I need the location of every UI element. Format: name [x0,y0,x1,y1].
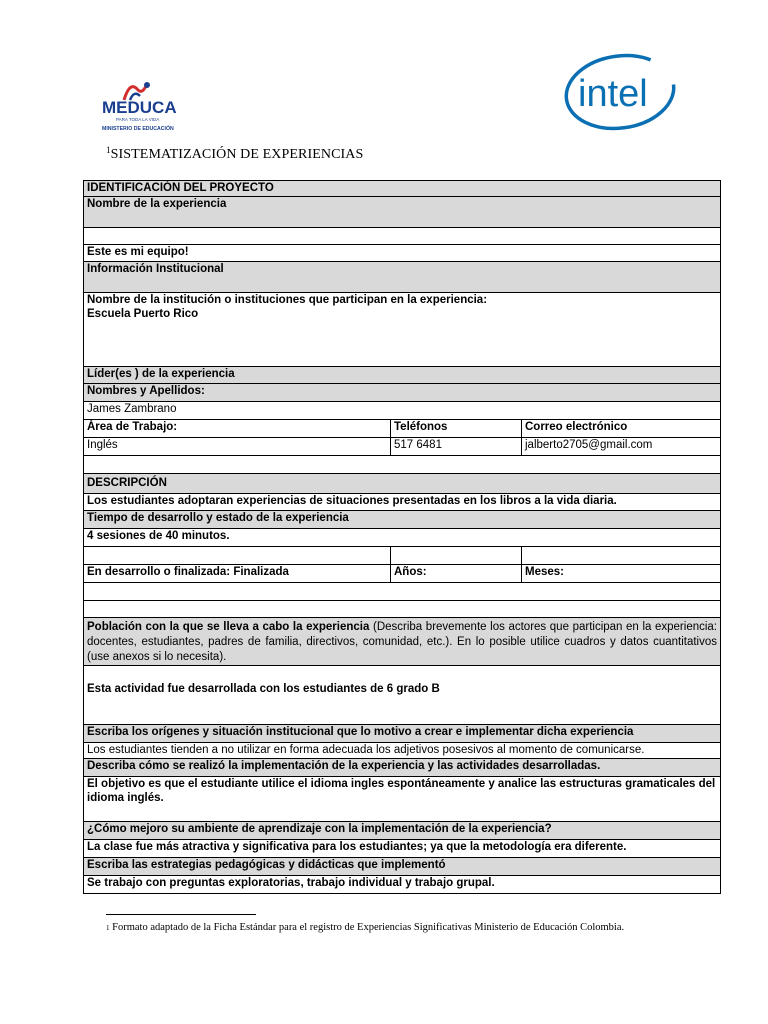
value-tiempo: 4 sesiones de 40 minutos. [84,529,721,547]
empty-row [84,601,721,618]
label-telefonos: Teléfonos [391,420,522,438]
label-correo: Correo electrónico [522,420,721,438]
label-anos: Años: [391,565,522,583]
meduca-logo [100,78,180,138]
footnote-divider [106,914,256,915]
poblacion-label-cell [84,618,721,666]
section-identificacion: IDENTIFICACIÓN DEL PROYECTO [84,181,721,197]
value-descripcion: Los estudiantes adoptaran experiencias de situaciones presentadas en los libros a la vida diaria. [84,494,721,511]
meduca-tagline: PARA TODA LA VIDA [116,117,160,122]
meduca-logo-text: MEDUCA [102,98,177,117]
value-nombres: James Zambrano [84,402,721,420]
section-descripcion: DESCRIPCIÓN [84,474,721,494]
value-implementacion: El objetivo es que el estudiante utilice el idioma ingles espontáneamente y analice las estructuras gramaticales del idioma inglés. [84,777,721,822]
label-origenes: Escriba los orígenes y situación institucional que lo motivo a crear e implementar dicha experiencia [84,725,721,743]
title-text: SISTEMATIZACIÓN DE EXPERIENCIAS [110,147,364,162]
label-lideres: Líder(es ) de la experiencia [84,367,721,384]
label-implementacion: Describa cómo se realizó la implementación de la experiencia y las actividades desarrolladas. [84,759,721,777]
empty-row [84,583,721,601]
empty-row [84,456,721,474]
empty-cell [522,547,721,565]
title-footnote-marker: 1 [106,145,111,155]
empty-cell [84,547,391,565]
meduca-ministry: MINISTERIO DE EDUCACIÓN [102,126,174,132]
document-title [106,147,363,163]
label-poblacion: Población con la que se lleva a cabo la experiencia [87,621,370,633]
label-nombres: Nombres y Apellidos: [84,384,721,402]
empty-cell [391,547,522,565]
label-area: Área de Trabajo: [84,420,391,438]
intel-logo [562,50,680,134]
footnote [106,921,706,935]
footnote-marker: 1 [106,924,110,932]
value-ambiente: La clase fue más atractiva y significativa para los estudiantes; ya que la metodología era diferente. [84,840,721,858]
label-tiempo: Tiempo de desarrollo y estado de la experiencia [84,511,721,529]
value-poblacion: Esta actividad fue desarrollada con los estudiantes de 6 grado B [84,666,721,725]
label-ambiente: ¿Cómo mejoro su ambiente de aprendizaje con la implementación de la experiencia? [84,822,721,840]
value-telefonos: 517 6481 [391,438,522,456]
value-instituciones: Escuela Puerto Rico [87,308,199,320]
footnote-text: Formato adaptado de la Ficha Estándar para el registro de Experiencias Significativas Ministerio de Educación Colombia. [109,922,625,933]
value-area: Inglés [84,438,391,456]
label-instituciones: Nombre de la institución o instituciones que participan en la experiencia: [87,294,488,306]
value-correo: jalberto2705@gmail.com [522,438,721,456]
empty-row [84,228,721,245]
label-nombre-experiencia: Nombre de la experiencia [84,197,721,228]
experience-form [83,180,721,894]
intel-logo-text: intel [578,73,648,115]
value-nombre-experiencia: Este es mi equipo! [84,245,721,262]
value-estrategias: Se trabajo con preguntas exploratorias, trabajo individual y trabajo grupal. [84,876,721,894]
instituciones-cell [84,293,721,367]
label-estrategias: Escriba las estrategias pedagógicas y didácticas que implementó [84,858,721,876]
label-estado: En desarrollo o finalizada: Finalizada [84,565,391,583]
label-poblacion-hint: (Describa brevemente los actores que participan en la experiencia: docentes, estudiantes, padres de familia, directivos, comunidad, etc.). En lo posible utilice cuadros y datos cuantitativos (use anexos si lo necesita). [87,621,718,663]
section-info-institucional: Información Institucional [84,262,721,293]
label-meses: Meses: [522,565,721,583]
value-origenes: Los estudiantes tienden a no utilizar en forma adecuada los adjetivos posesivos al momento de comunicarse. [84,743,721,759]
